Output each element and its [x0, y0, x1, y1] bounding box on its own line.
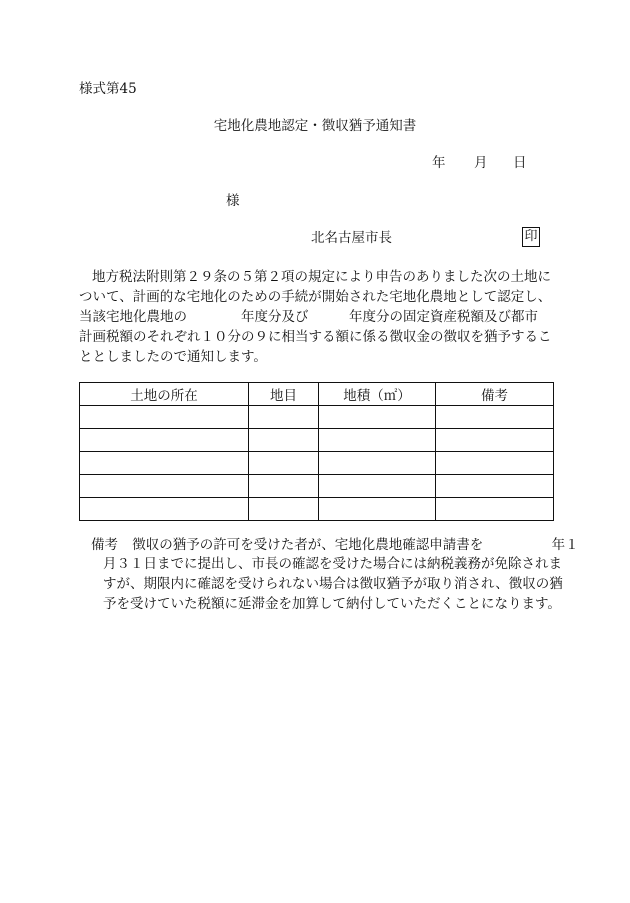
table-cell [436, 406, 554, 429]
table-cell [80, 429, 249, 452]
table-cell [436, 498, 554, 521]
note-line-1-part-b: 年１ [551, 537, 579, 553]
date-year-label: 年 [432, 155, 446, 171]
date-day-label: 日 [513, 155, 527, 171]
header-land-area: 地積（㎡） [319, 383, 436, 406]
table-cell [319, 475, 436, 498]
note-line-1-part-a: 徴収の猶予の許可を受けた者が、宅地化農地確認申請書を [132, 537, 484, 553]
body-line-2: ついて、計画的な宅地化のための手続が開始された宅地化農地として認定し、 [79, 289, 552, 305]
table-cell [249, 498, 319, 521]
land-table [79, 382, 554, 521]
table-row [80, 475, 554, 498]
body-line-1: 地方税法附則第２９条の５第２項の規定により申告のありました次の土地に [92, 269, 551, 285]
table-cell [80, 406, 249, 429]
note-label: 備考 [91, 537, 118, 553]
note-line-2: 月３１日までに提出し、市長の確認を受けた場合には納税義務が免除されま [103, 556, 562, 572]
body-line-3-part-a: 当該宅地化農地の [79, 309, 187, 325]
table-cell [249, 429, 319, 452]
body-line-3-part-b: 年度分及び [241, 309, 309, 325]
table-cell [319, 429, 436, 452]
addressee-honorific: 様 [226, 193, 240, 209]
date-month-label: 月 [474, 155, 488, 171]
table-cell [249, 475, 319, 498]
form-number: 様式第45 [79, 81, 137, 97]
table-cell [80, 475, 249, 498]
table-cell [80, 498, 249, 521]
header-remarks: 備考 [436, 383, 554, 406]
header-land-category: 地目 [249, 383, 319, 406]
seal-box: 印 [522, 227, 540, 247]
document-title: 宅地化農地認定・徴収猶予通知書 [213, 118, 417, 134]
note-line-1 [91, 533, 579, 553]
table-cell [436, 475, 554, 498]
table-row [80, 406, 554, 429]
table-cell [80, 452, 249, 475]
note-line-3: すが、期限内に確認を受けられない場合は徴収猶予が取り消され、徴収の猶 [103, 576, 563, 592]
table-cell [319, 452, 436, 475]
issuer-name: 北名古屋市長 [311, 230, 392, 246]
table-cell [319, 406, 436, 429]
body-line-5: ととしましたので通知します。 [79, 349, 267, 365]
table-cell [436, 429, 554, 452]
table-cell [249, 452, 319, 475]
header-land-location: 土地の所在 [80, 383, 249, 406]
table-cell [319, 498, 436, 521]
table-cell [249, 406, 319, 429]
table-row [80, 498, 554, 521]
note-line-4: 予を受けていた税額に延滞金を加算して納付していただくことになります。 [103, 596, 561, 612]
table-row [80, 429, 554, 452]
body-line-4: 計画税額のそれぞれ１０分の９に相当する額に係る徴収金の徴収を猶予するこ [79, 329, 552, 345]
table-header-row [80, 383, 554, 406]
body-line-3-part-c: 年度分の固定資産税額及び都市 [349, 309, 538, 325]
table-row [80, 452, 554, 475]
table-cell [436, 452, 554, 475]
